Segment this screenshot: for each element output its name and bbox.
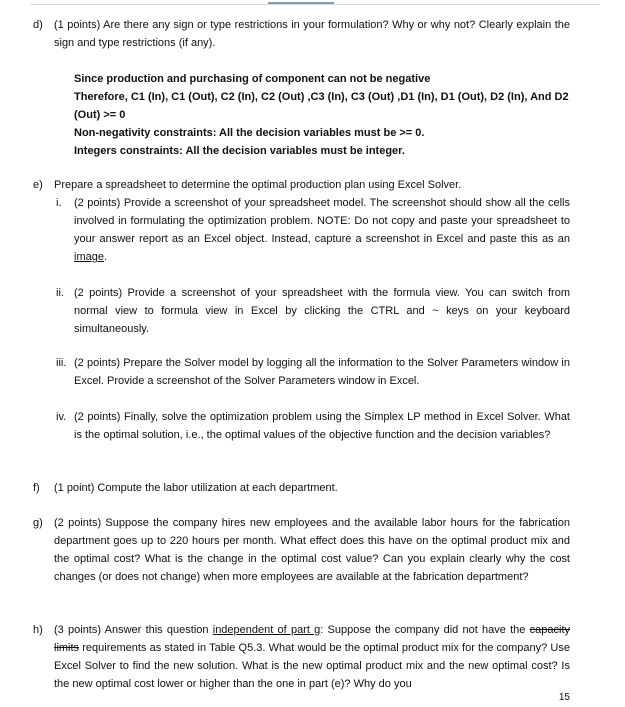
- top-rule: [30, 4, 600, 5]
- part-e-i-text: (2 points) Provide a screenshot of your spreadsheet model. The screenshot should show all the cells involved in formulating the optimization problem. NOTE: Do not copy and paste your spreadsheet to your answer report as an Excel object. Instead, capture a screenshot in Excel and paste this as an: [74, 197, 570, 245]
- part-e-iv-label: iv.: [56, 411, 67, 423]
- top-rule-accent: [268, 2, 334, 4]
- part-e-iii-question: (2 points) Prepare the Solver model by logging all the information to the Solver Parameters window in Excel. Provide a screenshot of the Solver Parameters window in Excel.: [74, 357, 570, 387]
- part-h-text-2: : Suppose the company did not have the: [320, 624, 530, 636]
- part-e-i-question: [74, 194, 570, 266]
- part-d-label: d): [33, 19, 43, 31]
- page-number: 15: [558, 692, 570, 703]
- part-e-ii-question: (2 points) Provide a screenshot of your spreadsheet with the formula view. You can switch from normal view to formula view in Excel by clicking the CTRL and ~ keys on your keyboard simultaneously.: [74, 287, 570, 335]
- part-g-question: (2 points) Suppose the company hires new employees and the available labor hours for the fabrication department goes up to 220 hours per month. What effect does this have on the optimal product mix and the optimal cost? What is the change in the optimal cost value? Can you explain clearly why the cost changes (or does not change) when more employees are available at the fabrication department?: [54, 517, 570, 583]
- part-d-answer: [74, 70, 572, 160]
- part-g-label: g): [33, 517, 43, 529]
- part-h-question: [54, 621, 570, 693]
- part-e-question: Prepare a spreadsheet to determine the optimal production plan using Excel Solver.: [54, 179, 462, 191]
- image-link[interactable]: image: [74, 251, 104, 263]
- part-e-i-end: .: [103, 251, 108, 263]
- answer-line-1: Since production and purchasing of component can not be negative: [74, 73, 431, 85]
- part-f-question: (1 point) Compute the labor utilization at each department.: [54, 482, 338, 494]
- part-e-iv-question: (2 points) Finally, solve the optimization problem using the Simplex LP method in Excel Solver. What is the optimal solution, i.e., the optimal values of the objective function and the decision variables?: [74, 411, 570, 441]
- answer-line-2: Therefore, C1 (In), C1 (Out), C2 (In), C2 (Out) ,C3 (In), C3 (Out) ,D1 (In), D1 (Out), D2 (In), And D2 (Out) >= 0: [74, 91, 569, 121]
- answer-line-3: Non-negativity constraints: All the decision variables must be >= 0.: [74, 127, 425, 139]
- part-h-text-1: (3 points) Answer this question: [54, 624, 213, 636]
- part-e-iii-label: iii.: [56, 357, 67, 369]
- answer-line-4: Integers constraints: All the decision variables must be integer.: [74, 145, 405, 157]
- part-e-i-label: i.: [56, 197, 62, 209]
- part-d-question: (1 points) Are there any sign or type restrictions in your formulation? Why or why not? Clearly explain the sign and type restrictions (if any).: [54, 19, 570, 49]
- part-h-text-3: requirements as stated in Table Q5.3. What would be the optimal product mix for the company? Use Excel Solver to find the new solution. What is the new optimal product mix and the new optimal cost? Is the new optimal cost lower or higher than the one in part (e)? Why do you: [54, 642, 570, 690]
- struck-text: capacity limits: [54, 624, 571, 654]
- part-e-label: e): [33, 179, 43, 191]
- independent-of-part-g-link[interactable]: independent of part g: [212, 624, 321, 636]
- part-h-label: h): [33, 624, 43, 636]
- part-f-label: f): [33, 482, 40, 494]
- part-e-ii-label: ii.: [56, 287, 64, 299]
